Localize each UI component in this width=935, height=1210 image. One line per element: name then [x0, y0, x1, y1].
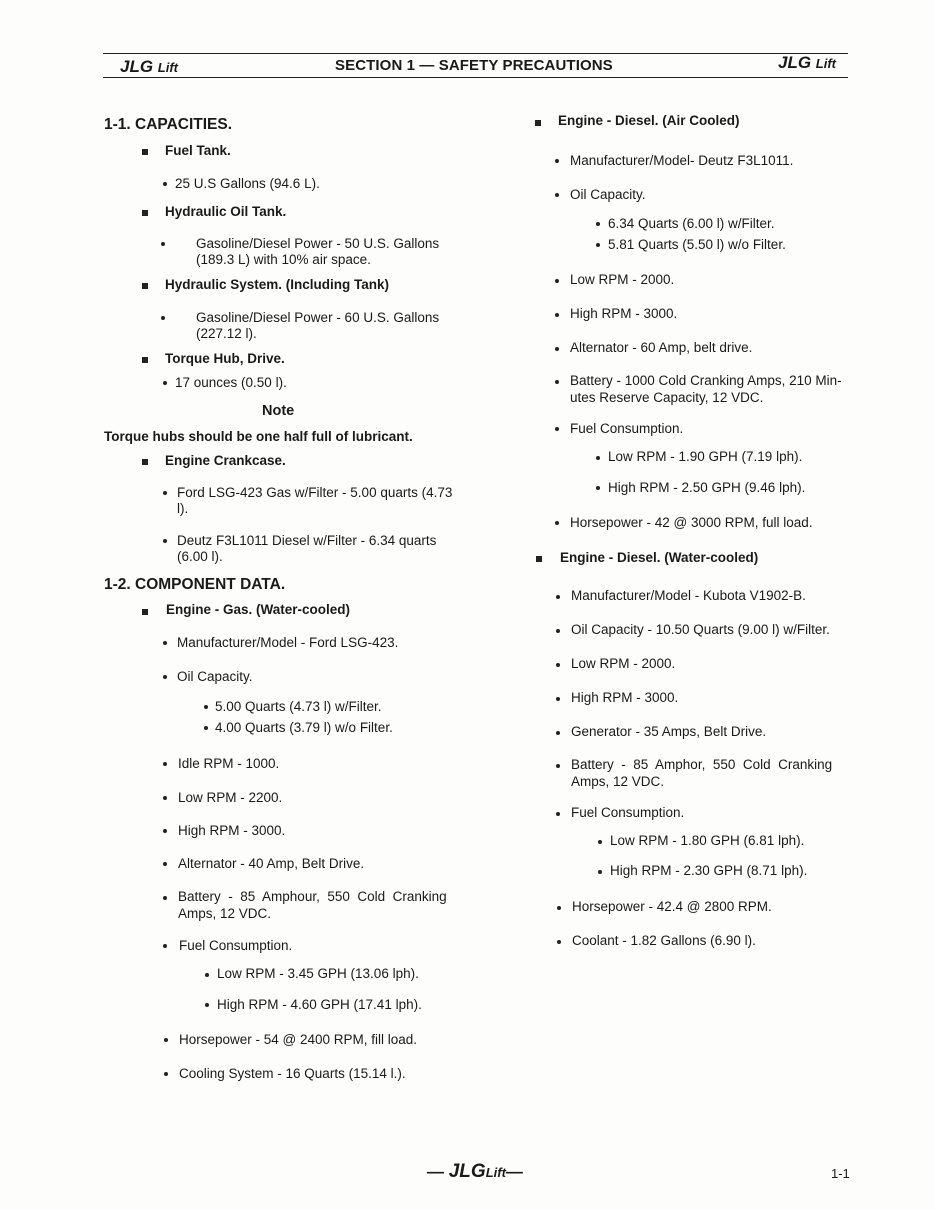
note-text: Torque hubs should be one half full of lubricant.: [104, 429, 413, 444]
bullet-icon: [556, 629, 560, 633]
list-item-cont: Amps, 12 VDC.: [178, 906, 272, 921]
header-bottom-rule: [103, 77, 848, 78]
list-item: 6.34 Quarts (6.00 l) w/Filter.: [608, 216, 775, 231]
bullet-icon: [555, 427, 559, 431]
bullet-icon: [205, 1003, 209, 1007]
list-item: Oil Capacity.: [177, 669, 253, 684]
bullet-icon: [204, 726, 208, 730]
bullet-icon: [163, 381, 167, 385]
square-bullet-icon: [142, 283, 148, 289]
bullet-icon: [556, 595, 560, 599]
list-item: High RPM - 3000.: [570, 306, 678, 321]
list-item-cont: utes Reserve Capacity, 12 VDC.: [570, 390, 764, 405]
list-item: 17 ounces (0.50 l).: [175, 375, 287, 390]
list-item: Low RPM - 1.80 GPH (6.81 lph).: [610, 833, 805, 848]
bullet-icon: [556, 731, 560, 735]
list-item: Manufacturer/Model - Ford LSG-423.: [177, 635, 399, 650]
header-top-rule: [103, 53, 848, 54]
bullet-icon: [163, 675, 167, 679]
list-item: Low RPM - 3.45 GPH (13.06 lph).: [217, 966, 419, 981]
bullet-icon: [555, 193, 559, 197]
footer-logo: — JLGLift—: [427, 1161, 523, 1182]
list-item: Fuel Consumption.: [179, 938, 293, 953]
list-item: Manufacturer/Model - Kubota V1902-B.: [571, 588, 806, 603]
list-item: Fuel Consumption.: [571, 805, 685, 820]
list-item: High RPM - 3000.: [571, 690, 679, 705]
bullet-icon: [557, 940, 561, 944]
bullet-icon: [556, 812, 560, 816]
subheading-engine-diesel-water: Engine - Diesel. (Water-cooled): [560, 550, 759, 565]
square-bullet-icon: [535, 120, 541, 126]
bullet-icon: [164, 1038, 168, 1042]
bullet-icon: [555, 159, 559, 163]
square-bullet-icon: [536, 556, 542, 562]
square-bullet-icon: [142, 149, 148, 155]
square-bullet-icon: [142, 210, 148, 216]
header-logo-right: JLG Lift: [777, 53, 836, 72]
heading-capacities: 1-1. CAPACITIES.: [104, 116, 233, 133]
bullet-icon: [161, 316, 165, 320]
list-item: 5.00 Quarts (4.73 l) w/Filter.: [215, 699, 382, 714]
list-item: Alternator - 40 Amp, Belt Drive.: [178, 856, 365, 871]
bullet-icon: [163, 539, 167, 543]
list-item: Coolant - 1.82 Gallons (6.90 l).: [572, 933, 756, 948]
bullet-icon: [556, 764, 560, 768]
list-item: Fuel Consumption.: [570, 421, 684, 436]
list-item-cont: (189.3 L) with 10% air space.: [196, 252, 371, 267]
list-item: Manufacturer/Model- Deutz F3L1011.: [570, 153, 794, 168]
list-item: High RPM - 3000.: [178, 823, 286, 838]
bullet-icon: [163, 182, 167, 186]
bullet-icon: [555, 347, 559, 351]
bullet-icon: [163, 829, 167, 833]
list-item: Horsepower - 54 @ 2400 RPM, fill load.: [179, 1032, 418, 1047]
subheading-torque-hub: Torque Hub, Drive.: [165, 351, 285, 366]
bullet-icon: [598, 870, 602, 874]
list-item: 5.81 Quarts (5.50 l) w/o Filter.: [608, 237, 786, 252]
page-number: 1-1: [831, 1166, 850, 1181]
list-item: Oil Capacity - 10.50 Quarts (9.00 l) w/Filter.: [571, 622, 830, 637]
page-header: [103, 53, 848, 79]
bullet-icon: [204, 705, 208, 709]
bullet-icon: [555, 279, 559, 283]
bullet-icon: [555, 313, 559, 317]
list-item-cont: (6.00 l).: [177, 549, 223, 564]
list-item: High RPM - 4.60 GPH (17.41 lph).: [217, 997, 422, 1012]
list-item: Ford LSG-423 Gas w/Filter - 5.00 quarts (4.73: [177, 485, 453, 500]
bullet-icon: [163, 641, 167, 645]
list-item: Low RPM - 2000.: [570, 272, 675, 287]
list-item-cont: (227.12 l).: [196, 326, 257, 341]
list-item: Horsepower - 42 @ 3000 RPM, full load.: [570, 515, 813, 530]
bullet-icon: [161, 242, 165, 246]
list-item: 25 U.S Gallons (94.6 L).: [175, 176, 320, 191]
list-item: Low RPM - 2200.: [178, 790, 283, 805]
heading-component-data: 1-2. COMPONENT DATA.: [104, 576, 286, 593]
bullet-icon: [163, 896, 167, 900]
list-item: 4.00 Quarts (3.79 l) w/o Filter.: [215, 720, 393, 735]
list-item: Idle RPM - 1000.: [178, 756, 280, 771]
bullet-icon: [163, 796, 167, 800]
note-title: Note: [262, 403, 295, 419]
bullet-icon: [163, 862, 167, 866]
bullet-icon: [163, 762, 167, 766]
bullet-icon: [555, 380, 559, 384]
subheading-engine-gas: Engine - Gas. (Water-cooled): [166, 602, 351, 617]
list-item: Gasoline/Diesel Power - 50 U.S. Gallons: [196, 236, 440, 251]
list-item: High RPM - 2.30 GPH (8.71 lph).: [610, 863, 808, 878]
subheading-hydraulic-oil-tank: Hydraulic Oil Tank.: [165, 204, 287, 219]
list-item: Battery - 85 Amphor, 550 Cold Cranking: [571, 757, 833, 772]
bullet-icon: [205, 973, 209, 977]
list-item-cont: Amps, 12 VDC.: [571, 774, 665, 789]
list-item: Cooling System - 16 Quarts (15.14 l.).: [179, 1066, 406, 1081]
list-item: Oil Capacity.: [570, 187, 646, 202]
list-item: Battery - 1000 Cold Cranking Amps, 210 Min-: [570, 373, 842, 388]
bullet-icon: [596, 243, 600, 247]
bullet-icon: [596, 222, 600, 226]
list-item: Low RPM - 1.90 GPH (7.19 lph).: [608, 449, 803, 464]
list-item: Gasoline/Diesel Power - 60 U.S. Gallons: [196, 310, 440, 325]
subheading-engine-crankcase: Engine Crankcase.: [165, 453, 286, 468]
list-item: Horsepower - 42.4 @ 2800 RPM.: [572, 899, 772, 914]
square-bullet-icon: [142, 459, 148, 465]
subheading-fuel-tank: Fuel Tank.: [165, 143, 231, 158]
list-item: High RPM - 2.50 GPH (9.46 lph).: [608, 480, 806, 495]
bullet-icon: [163, 944, 167, 948]
square-bullet-icon: [142, 357, 148, 363]
list-item: Deutz F3L1011 Diesel w/Filter - 6.34 quarts: [177, 533, 437, 548]
list-item-cont: l).: [177, 501, 189, 516]
bullet-icon: [556, 663, 560, 667]
list-item: Generator - 35 Amps, Belt Drive.: [571, 724, 767, 739]
bullet-icon: [163, 491, 167, 495]
subheading-hydraulic-system: Hydraulic System. (Including Tank): [165, 277, 390, 292]
section-title: SECTION 1 — SAFETY PRECAUTIONS: [335, 57, 613, 74]
subheading-engine-diesel-air: Engine - Diesel. (Air Cooled): [558, 113, 740, 128]
list-item: Battery - 85 Amphour, 550 Cold Cranking: [178, 889, 447, 904]
bullet-icon: [555, 521, 559, 525]
bullet-icon: [596, 456, 600, 460]
bullet-icon: [556, 697, 560, 701]
bullet-icon: [596, 486, 600, 490]
square-bullet-icon: [142, 609, 148, 615]
header-logo-left: JLG Lift: [120, 57, 179, 76]
bullet-icon: [164, 1072, 168, 1076]
bullet-icon: [598, 840, 602, 844]
bullet-icon: [557, 906, 561, 910]
list-item: Alternator - 60 Amp, belt drive.: [570, 340, 753, 355]
list-item: Low RPM - 2000.: [571, 656, 676, 671]
